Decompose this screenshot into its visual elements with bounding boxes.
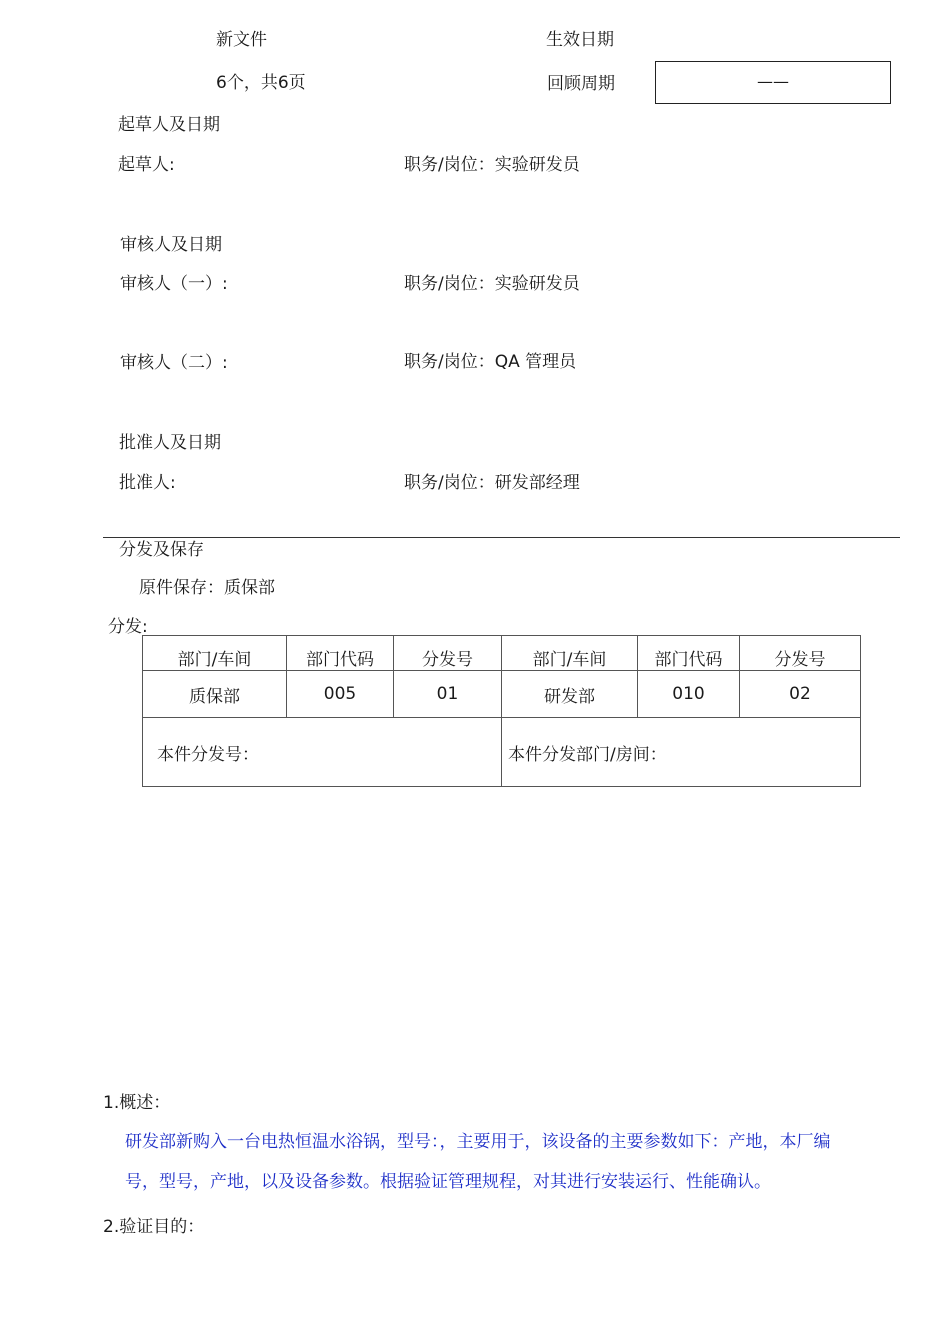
header-cell-number-2: 分发号 (740, 636, 861, 671)
section-1-title: 1.概述： (103, 1093, 171, 1113)
drafter-position: 职务/岗位：实验研发员 (404, 155, 580, 175)
distribution-table (142, 635, 861, 787)
reviewer-2-label: 审核人（二）: (120, 353, 228, 373)
original-storage: 原件保存：质保部 (139, 578, 275, 598)
review-period-box: —— (655, 61, 891, 104)
table-row (143, 671, 861, 718)
section-divider (103, 537, 900, 538)
cell-code: 005 (287, 671, 394, 718)
header-cell-number: 分发号 (394, 636, 502, 671)
header-cell-code-2: 部门代码 (638, 636, 740, 671)
cell-code-2: 010 (638, 671, 740, 718)
reviewer-2-position: 职务/岗位：QA 管理员 (404, 352, 577, 372)
cell-dept-2: 研发部 (502, 671, 638, 718)
cell-number-2: 02 (740, 671, 861, 718)
distribution-section-title: 分发及保存 (119, 540, 204, 560)
copy-department-cell: 本件分发部门/房间： (502, 718, 861, 787)
drafter-label: 起草人: (118, 155, 175, 175)
copy-number-cell: 本件分发号： (143, 718, 502, 787)
section-1-text-line-2: 号，型号，产地，以及设备参数。根据验证管理规程，对其进行安装运行、性能确认。 (125, 1172, 771, 1192)
approver-section-title: 批准人及日期 (119, 433, 221, 453)
cell-number: 01 (394, 671, 502, 718)
effective-date-label: 生效日期 (546, 30, 614, 50)
drafter-section-title: 起草人及日期 (118, 115, 220, 135)
reviewer-1-label: 审核人（一）: (120, 274, 228, 294)
reviewer-section-title: 审核人及日期 (120, 235, 222, 255)
table-header-row (143, 636, 861, 671)
table-row-copy-info (143, 718, 861, 787)
header-cell-dept-2: 部门/车间 (502, 636, 638, 671)
cell-dept: 质保部 (143, 671, 287, 718)
page-count: 6个，共6页 (216, 73, 306, 93)
distribution-label: 分发: (108, 617, 148, 637)
review-period-label: 回顾周期 (547, 74, 615, 94)
approver-label: 批准人: (119, 473, 176, 493)
section-1-text-line-1: 研发部新购入一台电热恒温水浴锅，型号：，主要用于，该设备的主要参数如下：产地，本厂编 (125, 1132, 831, 1152)
approver-position: 职务/岗位：研发部经理 (404, 473, 580, 493)
new-document-label: 新文件 (216, 30, 267, 50)
section-2-title: 2.验证目的： (103, 1217, 205, 1237)
reviewer-1-position: 职务/岗位：实验研发员 (404, 274, 580, 294)
header-cell-dept: 部门/车间 (143, 636, 287, 671)
header-cell-code: 部门代码 (287, 636, 394, 671)
